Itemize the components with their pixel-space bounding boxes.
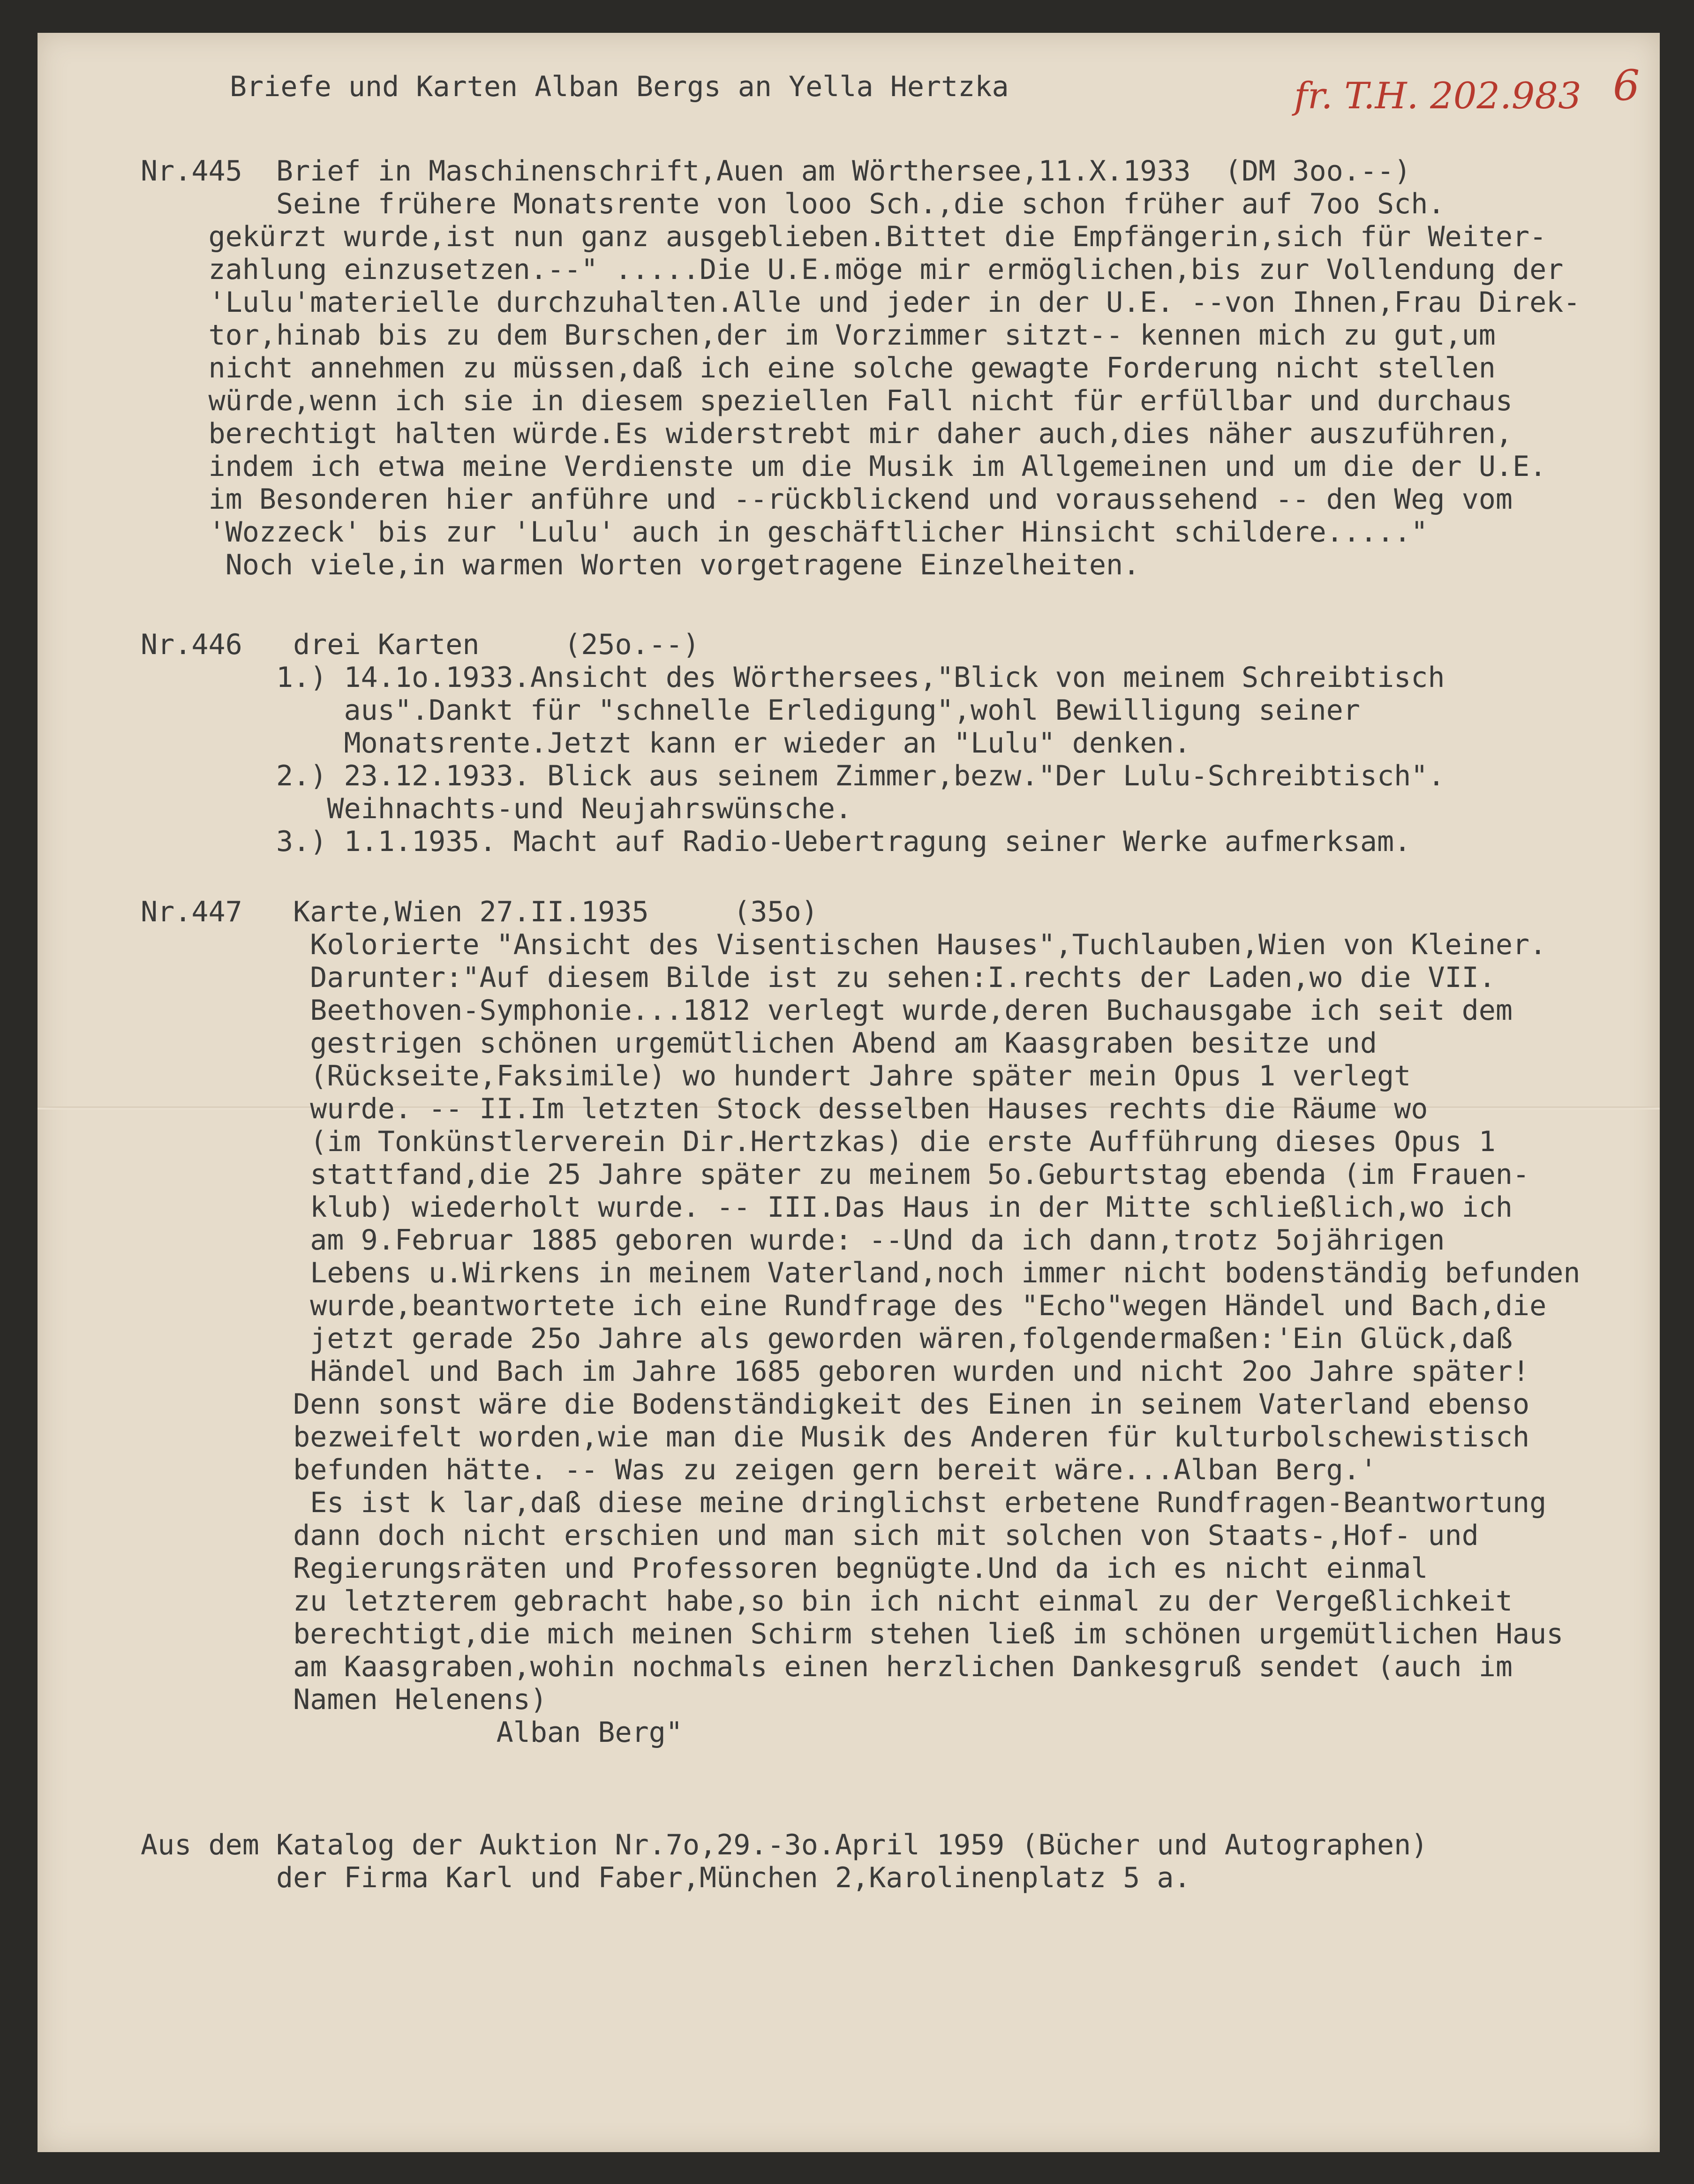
entry-line: Darunter:"Auf diesem Bilde ist zu sehen:I.rechts der Laden,wo die VII.: [141, 961, 1496, 994]
entry-line: Lebens u.Wirkens in meinem Vaterland,noch immer nicht bodenständig befunden: [141, 1257, 1581, 1289]
footer-line: Aus dem Katalog der Auktion Nr.7o,29.-3o.April 1959 (Bücher und Autographen): [141, 1829, 1428, 1861]
entry-line: Es ist k lar,daß diese meine dringlichst erbetene Rundfragen-Beantwortung: [141, 1486, 1547, 1519]
entry-line: befunden hätte. -- Was zu zeigen gern bereit wäre...Alban Berg.': [141, 1453, 1377, 1486]
entry-line: am 9.Februar 1885 geboren wurde: --Und da ich dann,trotz 5ojährigen: [141, 1224, 1445, 1257]
entry-line: gestrigen schönen urgemütlichen Abend am Kaasgraben besitze und: [141, 1027, 1377, 1060]
archive-note: fr. T.H. 202.983: [1294, 75, 1581, 117]
entry-line: Denn sonst wäre die Bodenständigkeit des Einen in seinem Vaterland ebenso: [141, 1388, 1530, 1421]
entry-line: zu letzterem gebracht habe,so bin ich nicht einmal zu der Vergeßlichkeit: [141, 1585, 1513, 1618]
entry-line: Nr.447 Karte,Wien 27.II.1935 (35o): [141, 896, 818, 928]
entry-line: am Kaasgraben,wohin nochmals einen herzlichen Dankesgruß sendet (auch im: [141, 1650, 1513, 1683]
entry-line: indem ich etwa meine Verdienste um die Musik im Allgemeinen und um die der U.E.: [141, 450, 1547, 483]
entry-line: zahlung einzusetzen.--" .....Die U.E.möge mir ermöglichen,bis zur Vollendung der: [141, 253, 1564, 286]
entry-line: Noch viele,in warmen Worten vorgetragene Einzelheiten.: [141, 549, 1140, 581]
entry-line: 2.) 23.12.1933. Blick aus seinem Zimmer,bezw."Der Lulu-Schreibtisch".: [141, 760, 1445, 792]
entry-line: würde,wenn ich sie in diesem speziellen Fall nicht für erfüllbar und durchaus: [141, 384, 1513, 417]
entry-line: Alban Berg": [141, 1716, 683, 1749]
entry-line: 3.) 1.1.1935. Macht auf Radio-Uebertragung seiner Werke aufmerksam.: [141, 825, 1411, 858]
entry-line: Nr.446 drei Karten (25o.--): [141, 628, 700, 661]
entry-line: im Besonderen hier anführe und --rückblickend und voraussehend -- den Weg vom: [141, 483, 1513, 516]
document-title: Briefe und Karten Alban Bergs an Yella Hertzka: [230, 70, 1009, 103]
entry-line: gekürzt wurde,ist nun ganz ausgeblieben.Bittet die Empfängerin,sich für Weiter-: [141, 220, 1547, 253]
entry-line: jetzt gerade 25o Jahre als geworden wären,folgendermaßen:'Ein Glück,daß: [141, 1322, 1513, 1355]
entry-line: berechtigt halten würde.Es widerstrebt mir daher auch,dies näher auszuführen,: [141, 417, 1513, 450]
entry-line: Weihnachts-und Neujahrswünsche.: [141, 792, 852, 825]
document-page: [38, 33, 1660, 2152]
entry-line: Beethoven-Symphonie...1812 verlegt wurde,deren Buchausgabe ich seit dem: [141, 994, 1513, 1027]
page-number: 6: [1613, 61, 1640, 110]
entry-line: berechtigt,die mich meinen Schirm stehen ließ im schönen urgemütlichen Haus: [141, 1618, 1564, 1650]
entry-line: wurde,beantwortete ich eine Rundfrage des "Echo"wegen Händel und Bach,die: [141, 1289, 1547, 1322]
entry-line: Kolorierte "Ansicht des Visentischen Hauses",Tuchlauben,Wien von Kleiner.: [141, 928, 1547, 961]
entry-line: tor,hinab bis zu dem Burschen,der im Vorzimmer sitzt-- kennen mich zu gut,um: [141, 319, 1496, 352]
entry-line: Regierungsräten und Professoren begnügte.Und da ich es nicht einmal: [141, 1552, 1428, 1585]
entry-line: stattfand,die 25 Jahre später zu meinem 5o.Geburtstag ebenda (im Frauen-: [141, 1158, 1530, 1191]
entry-line: Seine frühere Monatsrente von looo Sch.,die schon früher auf 7oo Sch.: [141, 188, 1445, 220]
footer-line: der Firma Karl und Faber,München 2,Karolinenplatz 5 a.: [141, 1861, 1191, 1894]
entry-line: 1.) 14.1o.1933.Ansicht des Wörthersees,"Blick von meinem Schreibtisch: [141, 661, 1445, 694]
entry-line: Nr.445 Brief in Maschinenschrift,Auen am Wörthersee,11.X.1933 (DM 3oo.--): [141, 155, 1411, 188]
entry-line: 'Lulu'materielle durchzuhalten.Alle und jeder in der U.E. --von Ihnen,Frau Direk-: [141, 286, 1581, 319]
entry-line: wurde. -- II.Im letzten Stock desselben Hauses rechts die Räume wo: [141, 1092, 1428, 1125]
entry-line: bezweifelt worden,wie man die Musik des Anderen für kulturbolschewistisch: [141, 1421, 1530, 1453]
entry-line: Händel und Bach im Jahre 1685 geboren wurden und nicht 2oo Jahre später!: [141, 1355, 1530, 1388]
entry-line: (im Tonkünstlerverein Dir.Hertzkas) die erste Aufführung dieses Opus 1: [141, 1125, 1496, 1158]
entry-line: (Rückseite,Faksimile) wo hundert Jahre später mein Opus 1 verlegt: [141, 1060, 1411, 1092]
entry-line: Namen Helenens): [141, 1683, 547, 1716]
entry-line: klub) wiederholt wurde. -- III.Das Haus in der Mitte schließlich,wo ich: [141, 1191, 1513, 1224]
entry-line: nicht annehmen zu müssen,daß ich eine solche gewagte Forderung nicht stellen: [141, 352, 1496, 384]
entry-line: 'Wozzeck' bis zur 'Lulu' auch in geschäftlicher Hinsicht schildere.....": [141, 516, 1428, 549]
entry-line: dann doch nicht erschien und man sich mit solchen von Staats-,Hof- und: [141, 1519, 1479, 1552]
entry-line: Monatsrente.Jetzt kann er wieder an "Lulu" denken.: [141, 727, 1191, 760]
entry-line: aus".Dankt für "schnelle Erledigung",wohl Bewilligung seiner: [141, 694, 1360, 727]
